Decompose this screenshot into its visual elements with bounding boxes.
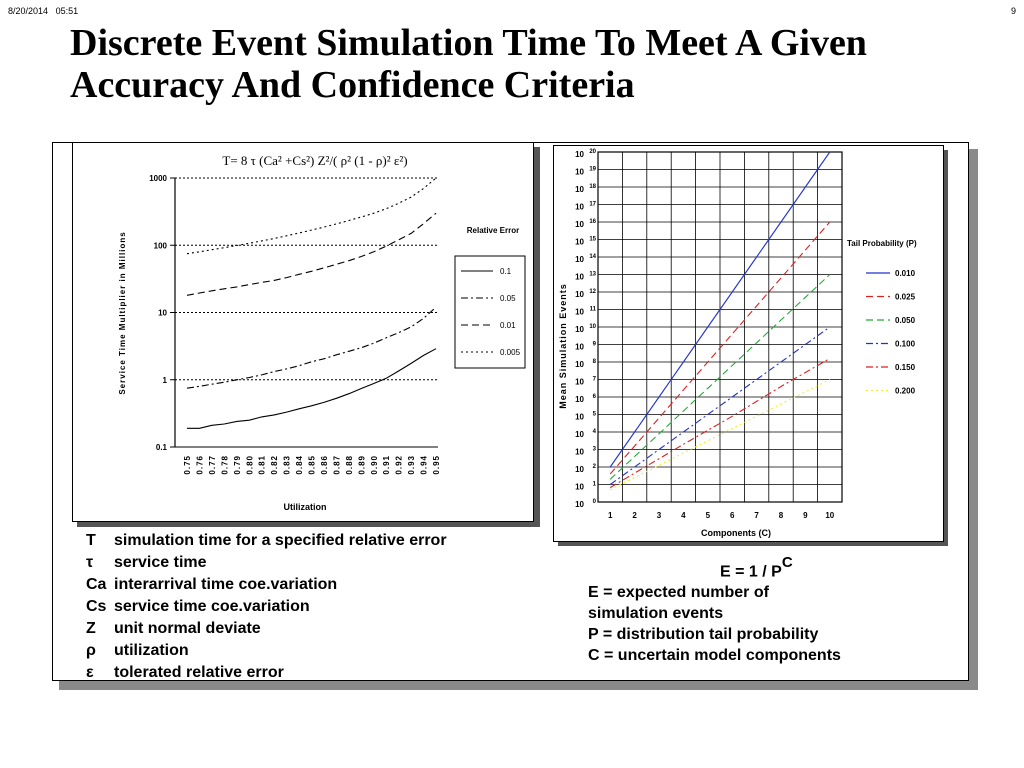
y-tick-exponent: 4 xyxy=(592,429,596,435)
y-tick-label: 10 xyxy=(158,308,167,318)
definition-text: interarrival time coe.variation xyxy=(114,576,338,593)
definition-symbol: ε xyxy=(86,664,94,681)
y-axis-label: Mean Simulation Events xyxy=(558,283,568,409)
legend-title: Tail Probability (P) xyxy=(847,239,917,248)
y-tick-base: 10 xyxy=(575,325,584,334)
y-tick-exponent: 8 xyxy=(592,359,596,365)
x-tick-label: 6 xyxy=(729,511,735,520)
definition-symbol: T xyxy=(86,532,96,549)
x-tick-label: 0.92 xyxy=(394,455,404,475)
y-tick-base: 10 xyxy=(575,447,584,457)
y-tick-exponent: 0 xyxy=(592,499,596,505)
x-tick-label: 3 xyxy=(656,511,662,520)
definition-row xyxy=(86,618,447,640)
definition-text: unit normal deviate xyxy=(114,620,261,637)
definition-symbol: τ xyxy=(86,554,94,571)
legend-label: 0.1 xyxy=(500,267,512,276)
y-tick-label: 100 xyxy=(153,241,167,251)
legend-label: 0.05 xyxy=(500,294,516,303)
y-tick-exponent: 10 xyxy=(589,324,596,330)
x-axis-label: Components (C) xyxy=(701,528,771,538)
utilization-chart xyxy=(73,143,534,522)
definition-row xyxy=(86,530,447,552)
y-tick-base: 10 xyxy=(575,167,584,177)
y-tick-base: 10 xyxy=(575,412,584,422)
y-tick-exponent: 9 xyxy=(592,341,596,348)
header-date xyxy=(8,6,78,16)
definition-row xyxy=(86,596,447,618)
series-line xyxy=(187,213,436,295)
legend-label: 0.200 xyxy=(895,386,916,396)
definition-symbol: Cs xyxy=(86,598,107,615)
events-formula-block xyxy=(588,555,841,666)
x-tick-label: 0.77 xyxy=(207,455,217,475)
y-tick-base: 10 xyxy=(575,395,584,404)
y-tick-base: 10 xyxy=(575,307,584,317)
y-tick-base: 10 xyxy=(575,377,584,387)
definition-text: utilization xyxy=(114,642,189,659)
x-tick-label: 0.75 xyxy=(183,455,192,475)
y-tick-label: 1 xyxy=(162,375,167,385)
y-tick-base: 10 xyxy=(575,150,584,159)
definition-row xyxy=(86,552,447,574)
formula-line: C = uncertain model components xyxy=(588,647,841,665)
x-tick-label: 0.91 xyxy=(382,455,392,475)
legend-label: 0.100 xyxy=(895,339,916,349)
y-tick-exponent: 19 xyxy=(589,166,596,173)
legend-label: 0.010 xyxy=(895,269,916,278)
x-tick-label: 0.78 xyxy=(220,455,230,475)
y-tick-exponent: 15 xyxy=(589,236,596,243)
x-tick-label: 5 xyxy=(705,511,711,520)
y-tick-base: 10 xyxy=(575,360,584,369)
y-tick-exponent: 5 xyxy=(592,411,596,418)
y-tick-exponent: 2 xyxy=(592,464,596,470)
slide-title: Discrete Event Simulation Time To Meet A Given Accuracy And Confidence Criteria xyxy=(70,22,867,106)
right-chart-frame xyxy=(553,145,944,542)
x-tick-label: 8 xyxy=(778,511,784,520)
y-tick-exponent: 16 xyxy=(589,219,596,225)
definition-row xyxy=(86,662,447,684)
left-chart-frame xyxy=(72,142,534,522)
x-tick-label: 7 xyxy=(754,511,759,520)
legend-label: 0.025 xyxy=(895,292,916,302)
y-tick-exponent: 6 xyxy=(592,394,596,400)
y-tick-exponent: 20 xyxy=(589,149,596,155)
x-tick-label: 0.88 xyxy=(344,455,354,475)
legend-label: 0.005 xyxy=(500,348,521,357)
events-equation-text: E = 1 / P xyxy=(720,563,782,581)
formula-line: P = distribution tail probability xyxy=(588,626,819,644)
y-tick-base: 10 xyxy=(575,430,584,439)
y-tick-label: 1000 xyxy=(149,174,167,183)
x-tick-label: 0.85 xyxy=(307,455,317,475)
y-tick-exponent: 13 xyxy=(589,271,596,278)
y-tick-exponent: 17 xyxy=(589,201,596,208)
x-tick-label: 0.87 xyxy=(332,455,342,475)
definition-symbol: ρ xyxy=(86,642,96,659)
y-tick-exponent: 7 xyxy=(592,376,596,383)
y-tick-base: 10 xyxy=(575,202,584,212)
x-tick-label: 0.84 xyxy=(295,455,305,475)
events-equation xyxy=(588,555,841,582)
definition-row xyxy=(86,640,447,662)
legend-title: Relative Error xyxy=(466,226,520,235)
x-tick-label: 0.79 xyxy=(232,455,242,475)
x-tick-label: 0.83 xyxy=(282,455,292,475)
x-tick-label: 10 xyxy=(825,511,835,520)
x-tick-label: 0.89 xyxy=(357,455,367,475)
y-tick-exponent: 14 xyxy=(589,254,596,260)
definition-text: service time coe.variation xyxy=(114,598,310,615)
x-tick-label: 4 xyxy=(681,511,686,520)
x-tick-label: 0.94 xyxy=(419,455,429,475)
x-tick-label: 0.76 xyxy=(195,455,205,475)
legend-label: 0.150 xyxy=(895,363,916,372)
y-tick-exponent: 18 xyxy=(589,184,596,190)
y-tick-base: 10 xyxy=(575,185,584,194)
simulation-events-chart xyxy=(554,146,944,542)
y-tick-base: 10 xyxy=(575,237,584,247)
page-number: 9 xyxy=(1010,6,1016,16)
definition-text: service time xyxy=(114,554,207,571)
y-tick-exponent: 1 xyxy=(592,481,596,488)
y-tick-base: 10 xyxy=(575,500,584,509)
x-tick-label: 0.90 xyxy=(369,455,379,475)
x-tick-label: 0.82 xyxy=(270,455,280,475)
definition-symbol: Z xyxy=(86,620,96,637)
header-time-text: 05:51 xyxy=(55,6,79,16)
legend-label: 0.01 xyxy=(500,321,516,330)
series-line xyxy=(187,178,436,254)
y-tick-label: 0.1 xyxy=(155,443,167,452)
y-tick-exponent: 11 xyxy=(589,306,596,313)
events-equation-exponent: C xyxy=(781,554,793,571)
y-tick-exponent: 3 xyxy=(592,446,596,453)
header-date-text: 8/20/2014 xyxy=(8,6,49,16)
x-tick-label: 0.81 xyxy=(257,455,267,475)
definition-row xyxy=(86,574,447,596)
x-tick-label: 0.93 xyxy=(407,455,417,475)
y-tick-base: 10 xyxy=(575,482,584,492)
definition-text: tolerated relative error xyxy=(114,664,284,681)
y-tick-base: 10 xyxy=(575,342,584,352)
y-axis-label: Service Time Multiplier in Millions xyxy=(118,231,127,395)
x-tick-label: 0.86 xyxy=(319,455,329,475)
y-tick-exponent: 12 xyxy=(589,289,596,295)
definitions-list xyxy=(86,530,447,684)
definition-symbol: Ca xyxy=(86,576,107,593)
y-tick-base: 10 xyxy=(575,220,584,229)
y-tick-base: 10 xyxy=(575,272,584,282)
y-tick-base: 10 xyxy=(575,465,584,474)
x-tick-label: 1 xyxy=(607,511,613,520)
formula-line: E = expected number of xyxy=(588,584,769,602)
x-tick-label: 0.80 xyxy=(245,455,255,475)
x-tick-label: 2 xyxy=(632,511,637,520)
x-axis-label: Utilization xyxy=(283,502,327,512)
y-tick-base: 10 xyxy=(575,255,584,264)
series-line xyxy=(187,307,436,388)
legend-label: 0.050 xyxy=(895,316,916,325)
y-tick-base: 10 xyxy=(575,290,584,299)
definition-text: simulation time for a specified relative error xyxy=(114,532,447,549)
x-tick-label: 9 xyxy=(803,511,808,520)
x-tick-label: 0.95 xyxy=(432,455,441,475)
series-line xyxy=(187,349,436,429)
chart-formula: T= 8 τ (Ca² +Cs²) Z²/( ρ² (1 - ρ)² ε²) xyxy=(222,153,408,168)
formula-line: simulation events xyxy=(588,605,724,623)
